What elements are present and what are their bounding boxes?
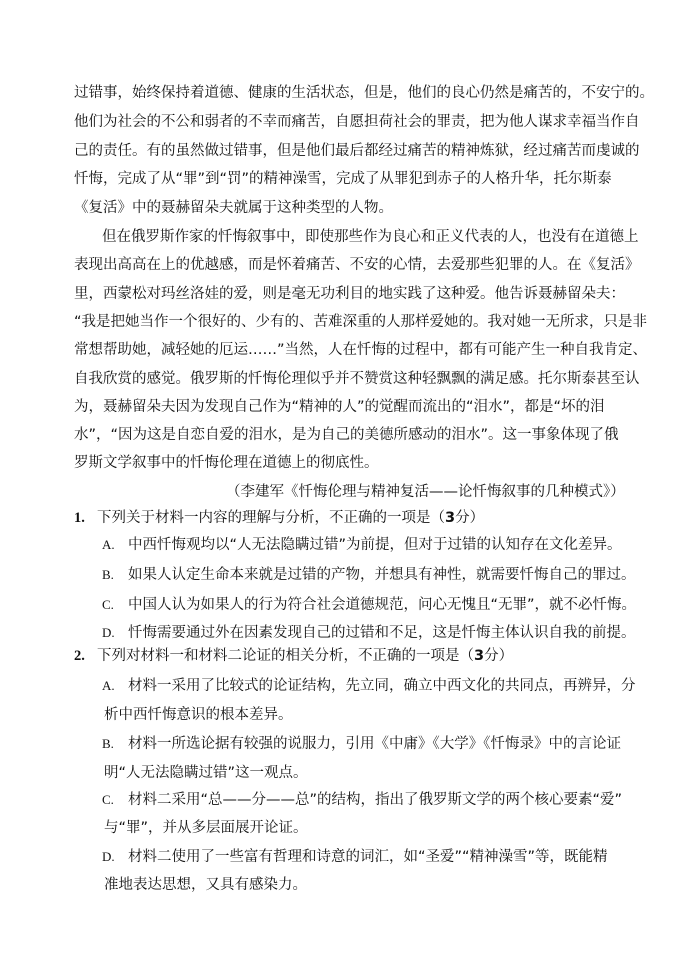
option-text: 材料一采用了比较式的论证结构，先立同，确立中西文化的共同点，再辨异，分 xyxy=(128,678,636,694)
option-line xyxy=(102,790,622,810)
passage-line: 过错事，始终保持着道德、健康的生活状态，但是，他们的良心仍然是痛苦的，不安宁的。 xyxy=(74,85,654,101)
passage-line: 自我欣赏的感觉。俄罗斯的忏悔伦理似乎并不赞赏这种轻飘飘的满足感。托尔斯泰甚至认 xyxy=(74,371,640,387)
option-label: B. xyxy=(102,736,114,751)
option-d[interactable] xyxy=(102,623,636,643)
passage-line: 常想帮助她，减轻她的厄运……”当然，人在忏悔的过程中，都有可能产生一种自我肯定、 xyxy=(74,342,648,358)
option-c[interactable] xyxy=(102,595,636,615)
option-line xyxy=(102,676,636,696)
option-b[interactable] xyxy=(102,565,636,585)
passage-line: 表现出高高在上的优越感，而是怀着痛苦、不安的心情，去爱那些犯罪的人。在《复活》 xyxy=(74,257,640,273)
question-number: 1. xyxy=(74,510,85,526)
question-score-unit: 分） xyxy=(455,510,485,526)
option-label: D. xyxy=(102,625,115,640)
passage-line: 水”，“因为这是自恋自爱的泪水，是为自己的美德所感动的泪水”。这一事象体现了俄 xyxy=(74,427,619,443)
option-text: 中西忏悔观均以“人无法隐瞒过错”为前提，但对于过错的认知存在文化差异。 xyxy=(128,537,622,553)
passage-line: 为，聂赫留朵夫因为发现自己作为“精神的人”的觉醒而流出的“泪水”，都是“坏的泪 xyxy=(74,399,605,415)
passage-line: 忏悔，完成了从“罪”到“罚”的精神澡雪，完成了从罪犯到赤子的人格升华，托尔斯泰 xyxy=(74,171,612,187)
question-number: 2. xyxy=(74,648,85,664)
passage-line: 己的责任。有的虽然做过错事，但是他们最后都经过痛苦的精神炼狱，经过痛苦而虔诚的 xyxy=(74,143,640,159)
option-label: A. xyxy=(102,537,115,552)
option-line: 与“罪”，并从多层面展开论证。 xyxy=(104,820,308,836)
question-stem xyxy=(74,508,484,528)
question-stem xyxy=(74,646,513,666)
option-text: 材料一所选论据有较强的说服力，引用《中庸》《大学》《忏悔录》中的言论证 xyxy=(128,736,621,752)
source-citation: （李建军《忏悔伦理与精神复活——论忏悔叙事的几种模式》） xyxy=(226,484,625,500)
option-label: C. xyxy=(102,792,114,807)
question-text: 下列对材料一和材料二论证的相关分析，不正确的一项是（ xyxy=(97,648,474,664)
option-text: 忏悔需要通过外在因素发现自己的过错和不足，这是忏悔主体认识自我的前提。 xyxy=(128,625,636,641)
option-text: 材料二使用了一些富有哲理和诗意的词汇，如“圣爱”“精神澡雪”等，既能精 xyxy=(128,849,608,865)
option-line: 明“人无法隐瞒过错”这一观点。 xyxy=(104,765,308,781)
option-a[interactable] xyxy=(102,535,622,555)
option-text: 如果人认定生命本来就是过错的产物，并想具有神性，就需要忏悔自己的罪过。 xyxy=(128,567,636,583)
passage-line: 罗斯文学叙事中的忏悔伦理在道德上的彻底性。 xyxy=(74,455,379,471)
option-line: 准地表达思想，又具有感染力。 xyxy=(104,877,307,893)
passage-line: 他们为社会的不公和弱者的不幸而痛苦，自愿担荷社会的罪责，把为他人谋求幸福当作自 xyxy=(74,114,640,130)
option-text: 中国人认为如果人的行为符合社会道德规范，问心无愧且“无罪”，就不必忏悔。 xyxy=(128,597,637,613)
option-label: A. xyxy=(102,678,115,693)
option-line xyxy=(102,847,608,867)
option-label: B. xyxy=(102,567,114,582)
question-score-unit: 分） xyxy=(484,648,514,664)
option-text: 材料二采用“总——分——总”的结构，指出了俄罗斯文学的两个核心要素“爱” xyxy=(128,792,623,808)
question-score: 3 xyxy=(445,510,456,526)
question-text: 下列关于材料一内容的理解与分析，不正确的一项是（ xyxy=(97,510,445,526)
passage-line: 里，西蒙松对玛丝洛娃的爱，则是毫无功利目的地实践了这种爱。他告诉聂赫留朵夫： xyxy=(74,286,625,302)
passage-line: 《复活》中的聂赫留朵夫就属于这种类型的人物。 xyxy=(74,200,393,216)
passage-line: 但在俄罗斯作家的忏悔叙事中，即使那些作为良心和正义代表的人，也没有在道德上 xyxy=(102,229,639,245)
passage-line: “我是把她当作一个很好的、少有的、苦难深重的人那样爱她的。我对她一无所求，只是非 xyxy=(74,314,648,330)
question-score: 3 xyxy=(474,648,485,664)
option-label: D. xyxy=(102,849,115,864)
option-line: 析中西忏悔意识的根本差异。 xyxy=(104,707,293,723)
option-label: C. xyxy=(102,597,114,612)
option-line xyxy=(102,734,621,754)
